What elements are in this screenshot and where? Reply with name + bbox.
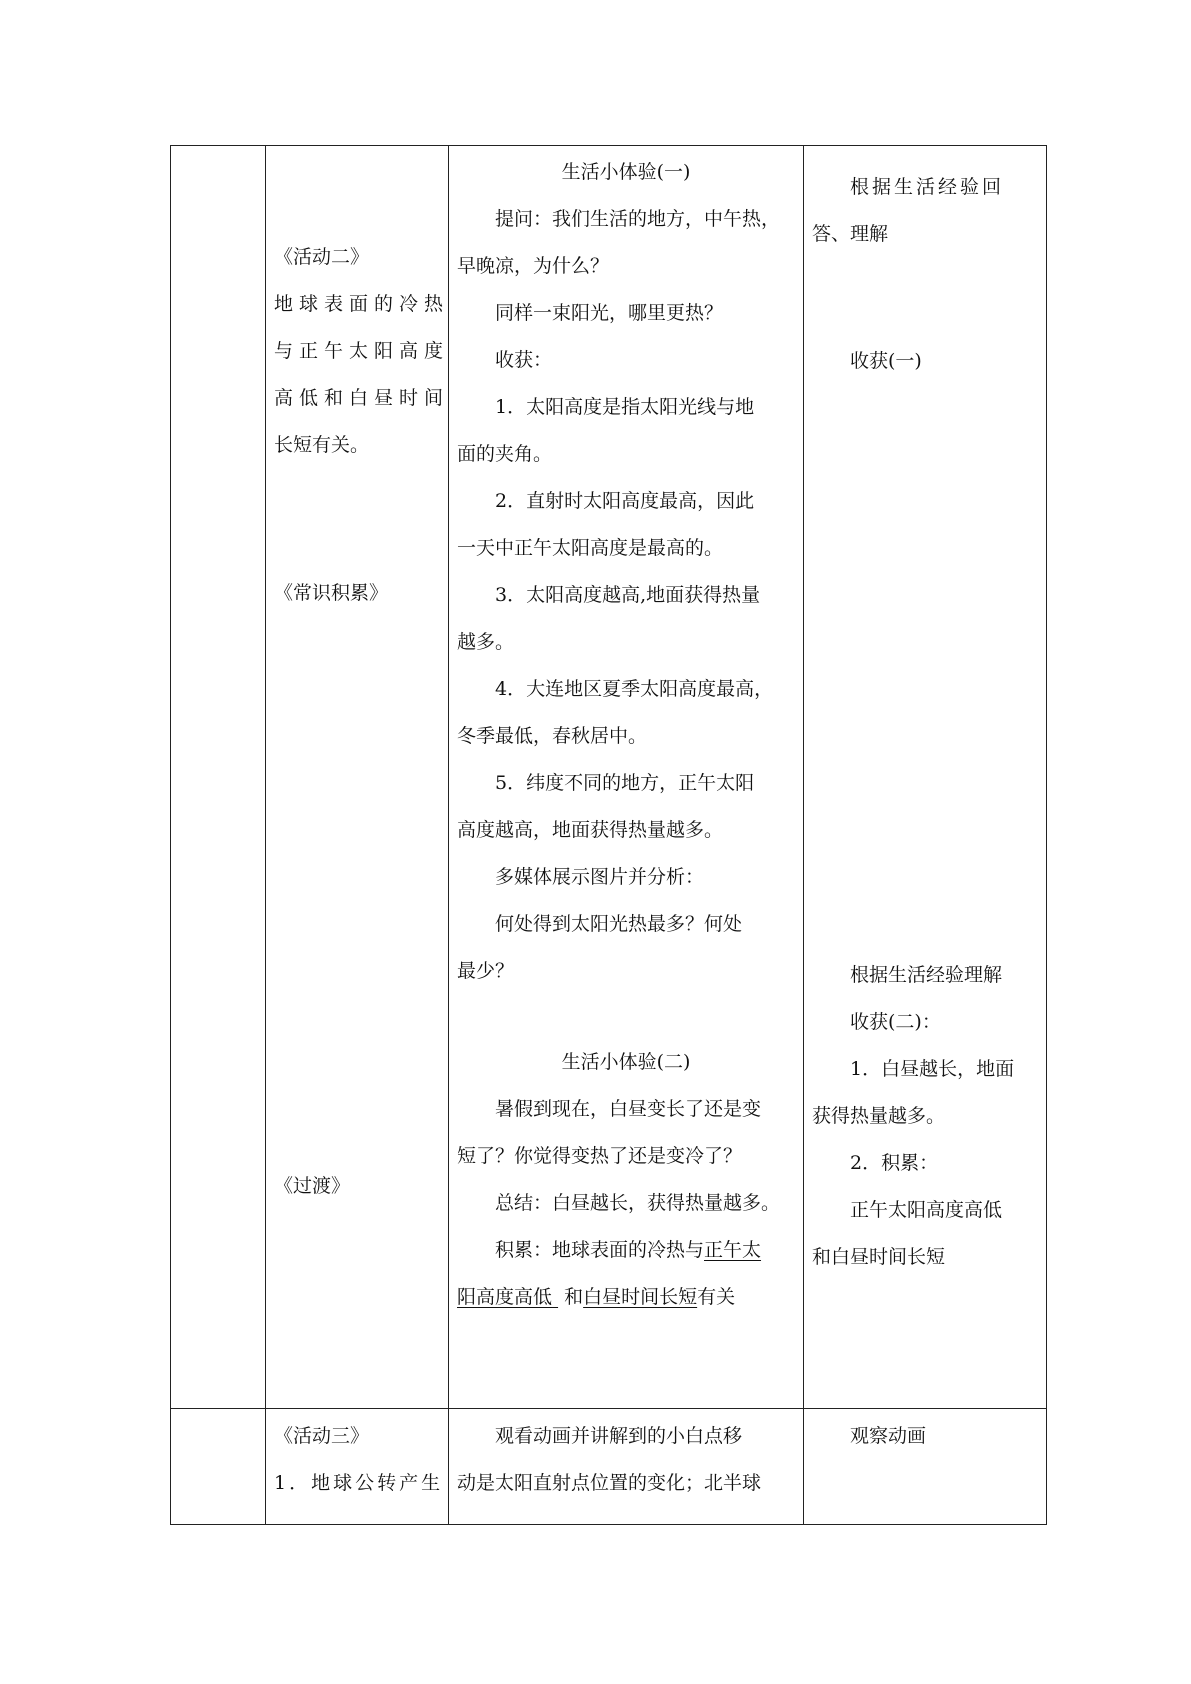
gain-label: 收获：	[495, 349, 553, 371]
gain-item: 越多。	[457, 631, 515, 653]
activity-desc-line: 高低和白昼时间	[274, 387, 450, 409]
activity-two-label: 《活动二》	[274, 246, 370, 268]
response-line: 根据生活经验回	[850, 176, 1005, 198]
gain-item: 冬季最低，春秋居中。	[457, 725, 648, 747]
response-line: 答、理解	[812, 223, 889, 245]
underlined-answer: 白昼时间长短	[583, 1286, 698, 1308]
activity-three-label: 《活动三》	[274, 1425, 370, 1447]
gain-item: 一天中正午太阳高度是最高的。	[457, 537, 724, 559]
gain-item: 面的夹角。	[457, 443, 553, 465]
summary-line: 总结：白昼越长，获得热量越多。	[495, 1192, 781, 1214]
activity-desc-line: 地球表面的冷热	[274, 293, 450, 315]
response-line: 和白昼时间长短	[812, 1246, 946, 1268]
transition-label: 《过渡》	[274, 1175, 351, 1197]
activity-desc-line: 与正午太阳高度	[274, 340, 450, 362]
animation-line: 观看动画并讲解到的小白点移	[495, 1425, 743, 1447]
underlined-answer	[457, 1286, 558, 1308]
question-line: 提问：我们生活的地方，中午热，	[495, 208, 781, 230]
animation-line: 动是太阳直射点位置的变化；北半球	[457, 1472, 762, 1494]
accumulation-line	[457, 1227, 797, 1273]
gain-one-label: 收获(一)	[850, 350, 922, 372]
gain-item: 2．直射时太阳高度最高，因此	[495, 490, 755, 512]
response-line: 2．积累：	[850, 1152, 939, 1174]
response-line: 获得热量越多。	[812, 1105, 946, 1127]
lesson-plan-table	[170, 145, 1047, 1525]
accumulation-prefix: 积累：地球表面的冷热与	[495, 1239, 705, 1261]
underlined-answer-text: 阳高度高低	[457, 1286, 553, 1308]
gain-item: 3．太阳高度越高,地面获得热量	[495, 584, 761, 606]
gain-item: 5．纬度不同的地方，正午太阳	[495, 772, 755, 794]
question-line: 同样一束阳光，哪里更热？	[495, 302, 724, 324]
response-line: 1．白昼越长，地面	[850, 1058, 1015, 1080]
media-line: 多媒体展示图片并分析：	[495, 866, 705, 888]
question-line: 暑假到现在，白昼变长了还是变	[495, 1098, 762, 1120]
knowledge-label: 《常识积累》	[274, 582, 389, 604]
activity-three-line: 1．地球公转产生	[274, 1472, 444, 1494]
row2-col4-cell	[804, 1409, 1047, 1525]
gain-item: 1．太阳高度是指太阳光线与地	[495, 396, 755, 418]
response-line: 正午太阳高度高低	[850, 1199, 1003, 1221]
row2-col1-cell	[171, 1409, 266, 1525]
activity-desc-line: 长短有关。	[274, 434, 370, 456]
experience-one-title: 生活小体验(一)	[561, 161, 691, 183]
table-row	[171, 146, 1047, 1409]
row2-col3-cell	[449, 1409, 804, 1525]
accumulation-line	[457, 1274, 797, 1320]
observe-label: 观察动画	[850, 1425, 927, 1447]
response-line: 根据生活经验理解	[850, 964, 1003, 986]
table-row	[171, 1409, 1047, 1525]
question-line: 早晚凉，为什么？	[457, 255, 610, 277]
accumulation-suffix: 有关	[697, 1286, 736, 1308]
row1-col2-cell	[266, 146, 449, 1409]
underlined-answer: 正午太	[704, 1239, 762, 1261]
experience-two-title: 生活小体验(二)	[561, 1051, 691, 1073]
conjunction: 和	[564, 1286, 584, 1308]
row2-col2-cell	[266, 1409, 449, 1525]
row1-col1-cell	[171, 146, 266, 1409]
question-line: 短了？你觉得变热了还是变冷了？	[457, 1145, 743, 1167]
gain-two-label: 收获(二)：	[850, 1011, 941, 1033]
gain-item: 4．大连地区夏季太阳高度最高，	[495, 678, 774, 700]
row1-col3-cell	[449, 146, 804, 1409]
gain-item: 高度越高，地面获得热量越多。	[457, 819, 724, 841]
row1-col4-cell	[804, 146, 1047, 1409]
question-line: 最少？	[457, 960, 515, 982]
question-line: 何处得到太阳光热最多？何处	[495, 913, 743, 935]
